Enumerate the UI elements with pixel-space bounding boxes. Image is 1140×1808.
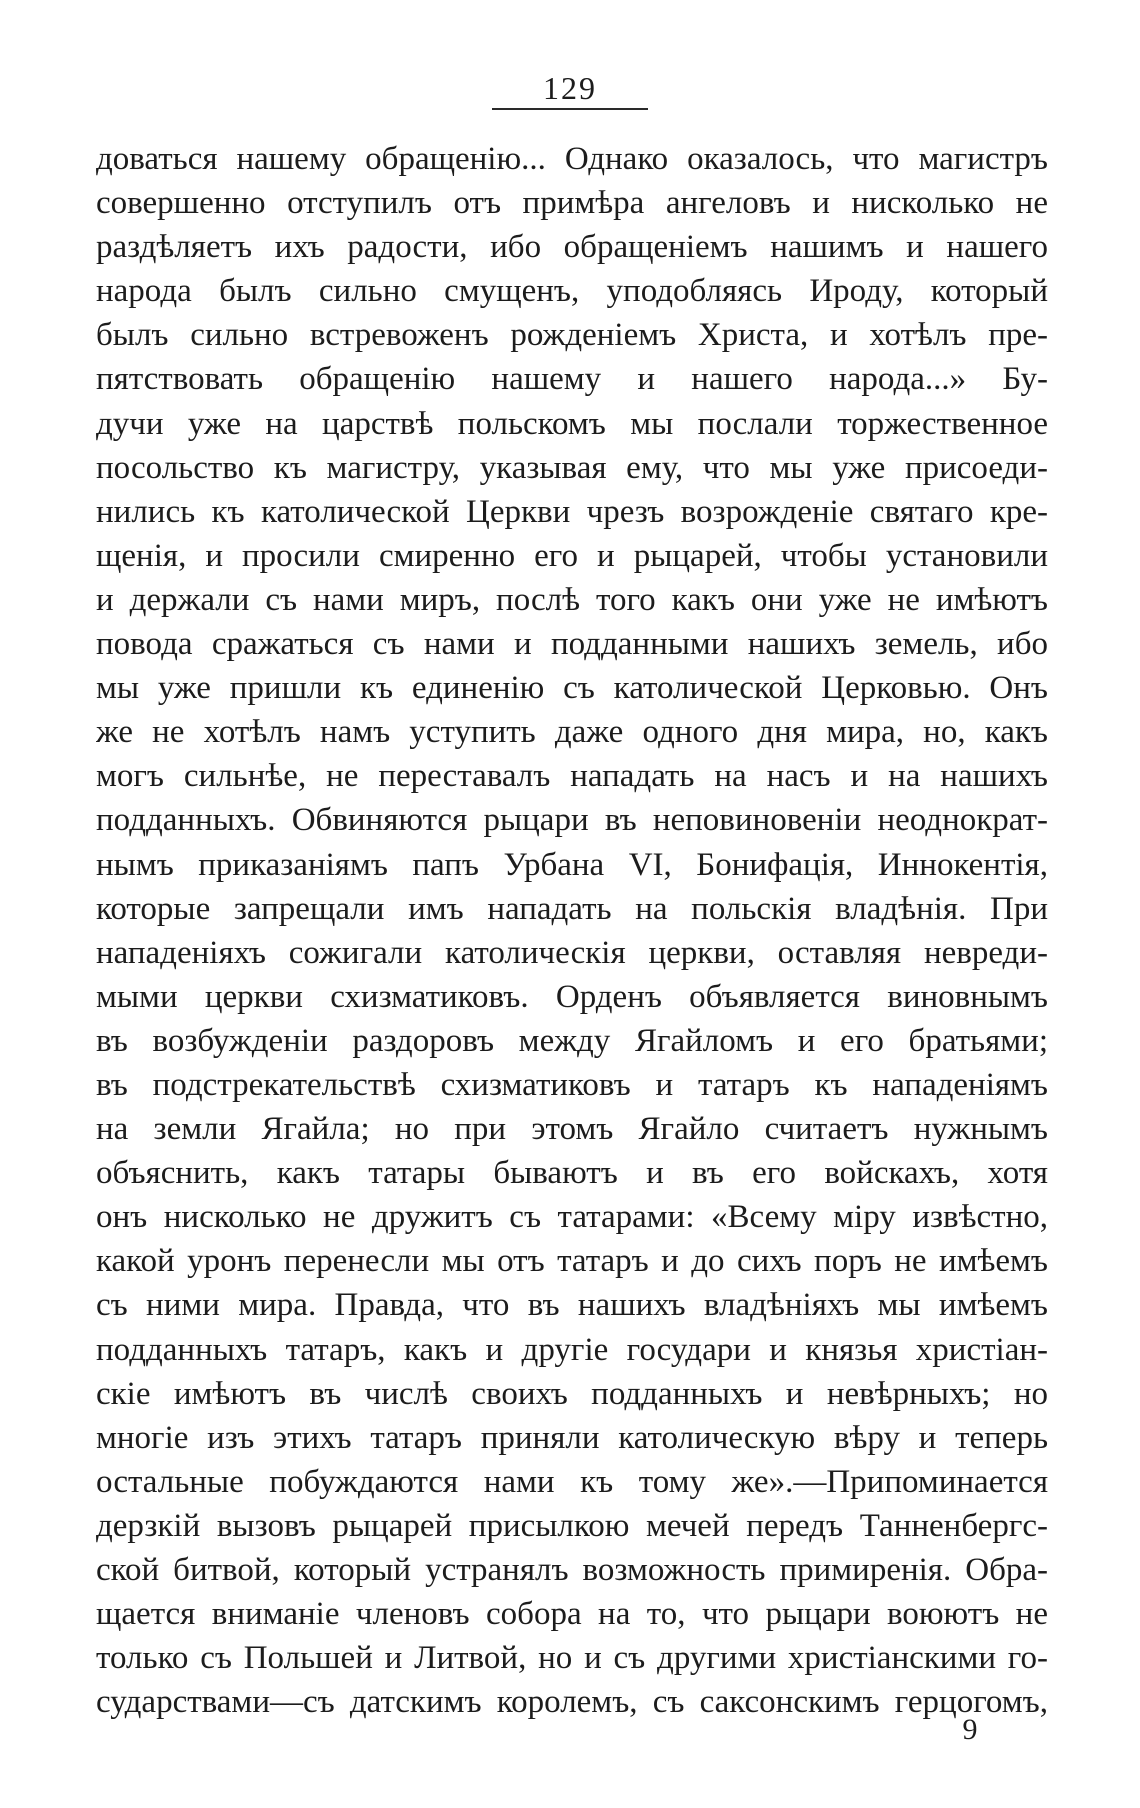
text-line: мы уже пришли къ единенію съ католической Церковью. Онъ bbox=[96, 670, 1048, 707]
text-line: доваться нашему обращенію... Однако оказалось, что магистръ bbox=[96, 141, 1048, 177]
text-line: многіе изъ этихъ татаръ приняли католическую вѣру и теперь bbox=[96, 1419, 1048, 1456]
text-line: онъ нисколько не дружитъ съ татарами: «Всему міру извѣстно, bbox=[96, 1199, 1048, 1236]
text-line: и держали съ нами миръ, послѣ того какъ они уже не имѣютъ bbox=[96, 581, 1048, 618]
text-line: народа былъ сильно смущенъ, уподобляясь Ироду, который bbox=[96, 273, 1048, 310]
header-rule bbox=[492, 108, 648, 110]
text-line: повода сражаться съ нами и подданными нашихъ земель, ибо bbox=[96, 626, 1048, 663]
text-line: совершенно отступилъ отъ примѣра ангеловъ и нисколько не bbox=[96, 185, 1048, 222]
text-line: дучи уже на царствѣ польскомъ мы послали торжественное bbox=[96, 405, 1048, 442]
text-line: нымъ приказаніямъ папъ Урбана VI, Бонифація, Иннокентія, bbox=[96, 846, 1048, 883]
text-line: подданныхъ татаръ, какъ и другіе государи и князья христіан- bbox=[96, 1331, 1048, 1368]
page-number: 129 bbox=[543, 70, 597, 106]
text-line: нападеніяхъ сожигали католическія церкви, оставляя невреди- bbox=[96, 934, 1048, 971]
text-line: подданныхъ. Обвиняются рыцари въ неповиновеніи неоднократ- bbox=[96, 802, 1048, 839]
text-line: былъ сильно встревоженъ рожденіемъ Христа, и хотѣлъ пре- bbox=[96, 317, 1048, 354]
signature-mark: 9 bbox=[962, 1713, 978, 1746]
text-line: только съ Польшей и Литвой, но и съ другими христіанскими го- bbox=[96, 1640, 1048, 1677]
text-line: съ ними мира. Правда, что въ нашихъ владѣніяхъ мы имѣемъ bbox=[96, 1287, 1048, 1324]
text-line: посольство къ магистру, указывая ему, что мы уже присоеди- bbox=[96, 449, 1048, 486]
text-line: дерзкій вызовъ рыцарей присылкою мечей передъ Танненбергс- bbox=[96, 1507, 1048, 1544]
text-line: раздѣляетъ ихъ радости, ибо обращеніемъ нашимъ и нашего bbox=[96, 229, 1048, 266]
text-line: пятствовать обращенію нашему и нашего народа...» Бу- bbox=[96, 361, 1048, 398]
text-line: мыми церкви схизматиковъ. Орденъ объявляется виновнымъ bbox=[96, 978, 1048, 1015]
text-line: могъ сильнѣе, не переставалъ нападать на насъ и на нашихъ bbox=[96, 758, 1048, 795]
body-text bbox=[96, 137, 1048, 1724]
text-line: объяснить, какъ татары бываютъ и въ его войскахъ, хотя bbox=[96, 1155, 1048, 1192]
text-line: же не хотѣлъ намъ уступить даже одного дня мира, но, какъ bbox=[96, 714, 1048, 751]
text-line: въ возбужденіи раздоровъ между Ягайломъ и его братьями; bbox=[96, 1022, 1048, 1059]
text-line: остальные побуждаются нами къ тому же».—Припоминается bbox=[96, 1463, 1048, 1500]
text-line: какой уронъ перенесли мы отъ татаръ и до сихъ поръ не имѣемъ bbox=[96, 1243, 1048, 1280]
text-line: на земли Ягайла; но при этомъ Ягайло считаетъ нужнымъ bbox=[96, 1111, 1048, 1148]
text-line: щается вниманіе членовъ собора на то, что рыцари воюютъ не bbox=[96, 1596, 1048, 1633]
text-line: щенія, и просили смиренно его и рыцарей, чтобы установили bbox=[96, 537, 1048, 574]
text-line: въ подстрекательствѣ схизматиковъ и татаръ къ нападеніямъ bbox=[96, 1066, 1048, 1103]
text-line: которые запрещали имъ нападать на польскія владѣнія. При bbox=[96, 890, 1048, 927]
text-line: скіе имѣютъ въ числѣ своихъ подданныхъ и невѣрныхъ; но bbox=[96, 1375, 1048, 1412]
text-line: нились къ католической Церкви чрезъ возрожденіе святаго кре- bbox=[96, 493, 1048, 530]
text-line: сударствами—съ датскимъ королемъ, съ саксонскимъ герцогомъ, bbox=[96, 1684, 1048, 1721]
text-line: ской битвой, который устранялъ возможность примиренія. Обра- bbox=[96, 1552, 1048, 1588]
